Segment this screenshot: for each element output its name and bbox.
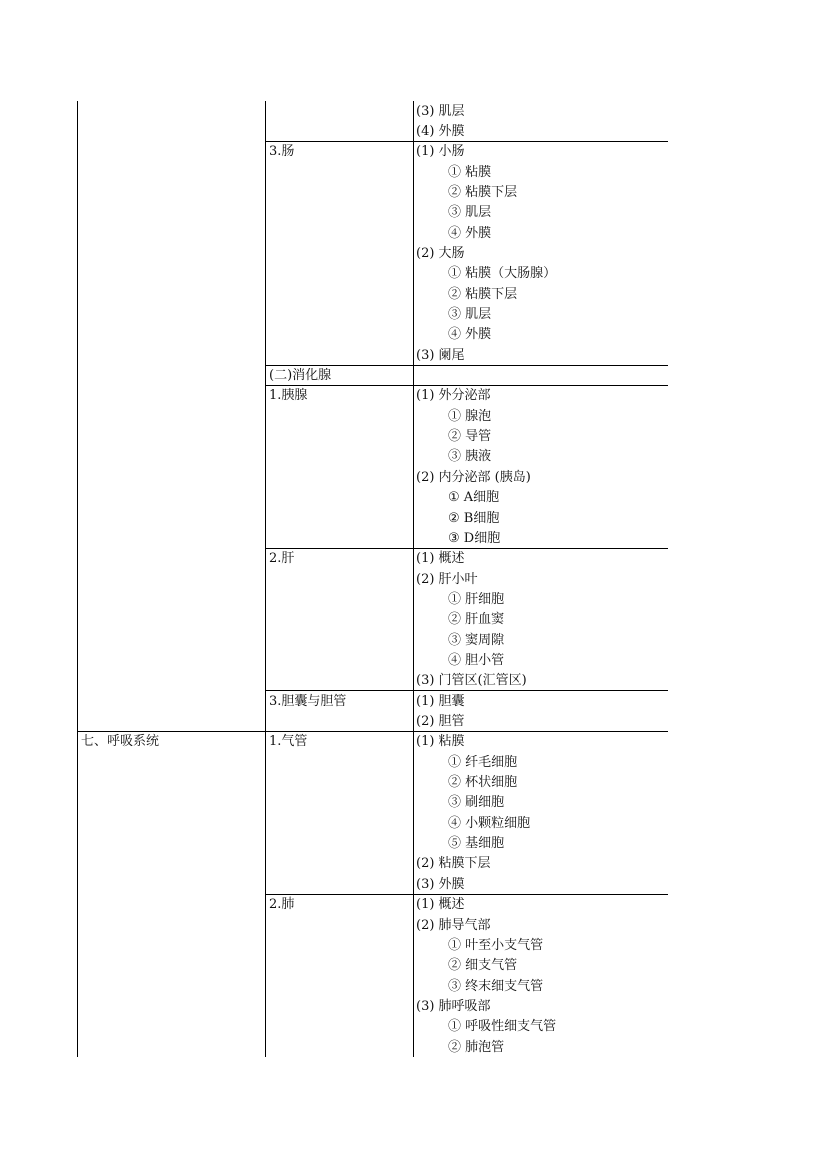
outline-subitem: ① 纤毛细胞 [448, 754, 518, 770]
outline-subitem: ① 呼吸性细支气管 [448, 1019, 557, 1035]
outline-item: (1) 概述 [416, 551, 465, 567]
outline-subitem: ③ 窦周隙 [448, 632, 505, 648]
topic-label: 2.肺 [269, 897, 295, 913]
topic-label: 3.肠 [269, 144, 295, 160]
outline-item: (2) 肺导气部 [416, 917, 491, 933]
outline-subitem: ④ 小颗粒细胞 [448, 815, 531, 831]
outline-subitem: ④ 外膜 [448, 327, 492, 343]
outline-subitem: ③ 肌层 [448, 307, 492, 322]
outline-subitem: ② B细胞 [448, 510, 500, 526]
outline-item: (2) 胆管 [416, 714, 465, 729]
outline-subitem: ① A细胞 [448, 490, 500, 506]
section-heading: 七、呼吸系统 [81, 734, 160, 750]
column-rule-left [77, 101, 78, 1057]
outline-subitem: ① 粘膜 [448, 164, 492, 180]
outline-item: (1) 外分泌部 [416, 388, 491, 404]
topic-label: (二)消化腺 [269, 368, 332, 384]
outline-subitem: ③ 肌层 [448, 205, 492, 221]
column-rule-middle [265, 101, 266, 1057]
outline-subitem: ② 肝血窦 [448, 612, 505, 628]
outline-item: (1) 小肠 [416, 144, 465, 160]
outline-subitem: ③ 胰液 [448, 449, 492, 465]
topic-label: 2.肝 [269, 551, 295, 567]
outline-item: (3) 阑尾 [416, 347, 465, 363]
outline-item: (1) 概述 [416, 897, 465, 913]
topic-label: 1.气管 [269, 734, 308, 750]
column-rule-right [413, 101, 414, 1057]
outline-item: (2) 肝小叶 [416, 571, 478, 587]
outline-item: (2) 大肠 [416, 245, 465, 261]
outline-item: (1) 胆囊 [416, 693, 465, 709]
row-separator [265, 141, 668, 142]
outline-subitem: ① 腺泡 [448, 408, 492, 424]
outline-subitem: ① 叶至小支气管 [448, 937, 544, 953]
outline-item: (2) 粘膜下层 [416, 856, 491, 872]
outline-subitem: ③ D细胞 [448, 530, 501, 546]
outline-item: (3) 门管区(汇管区) [416, 673, 527, 689]
outline-item: (3) 肺呼吸部 [416, 998, 491, 1014]
row-separator [77, 731, 668, 732]
row-separator [265, 548, 668, 549]
outline-subitem: ③ 终末细支气管 [448, 978, 544, 994]
outline-subitem: ② 肺泡管 [448, 1039, 505, 1055]
outline-subitem: ④ 外膜 [448, 225, 492, 241]
outline-item: (3) 肌层 [416, 103, 465, 119]
outline-subitem: ③ 刷细胞 [448, 795, 505, 811]
outline-item: (2) 内分泌部 (胰岛) [416, 469, 531, 485]
outline-subitem: ① 肝细胞 [448, 591, 505, 607]
outline-item: (3) 外膜 [416, 876, 465, 892]
topic-label: 3.胆囊与胆管 [269, 693, 347, 709]
topic-label: 1.胰腺 [269, 388, 308, 404]
outline-subitem: ⑤ 基细胞 [448, 836, 505, 852]
outline-subitem: ② 细支气管 [448, 958, 518, 974]
outline-subitem: ④ 胆小管 [448, 652, 505, 668]
outline-item: (4) 外膜 [416, 123, 465, 139]
outline-subitem: ① 粘膜（大肠腺） [448, 266, 557, 282]
outline-subitem: ② 导管 [448, 429, 492, 445]
outline-subitem: ② 杯状细胞 [448, 775, 518, 791]
outline-subitem: ② 粘膜下层 [448, 286, 518, 302]
outline-item: (1) 粘膜 [416, 734, 465, 750]
outline-subitem: ② 粘膜下层 [448, 184, 518, 200]
row-separator [265, 894, 668, 895]
